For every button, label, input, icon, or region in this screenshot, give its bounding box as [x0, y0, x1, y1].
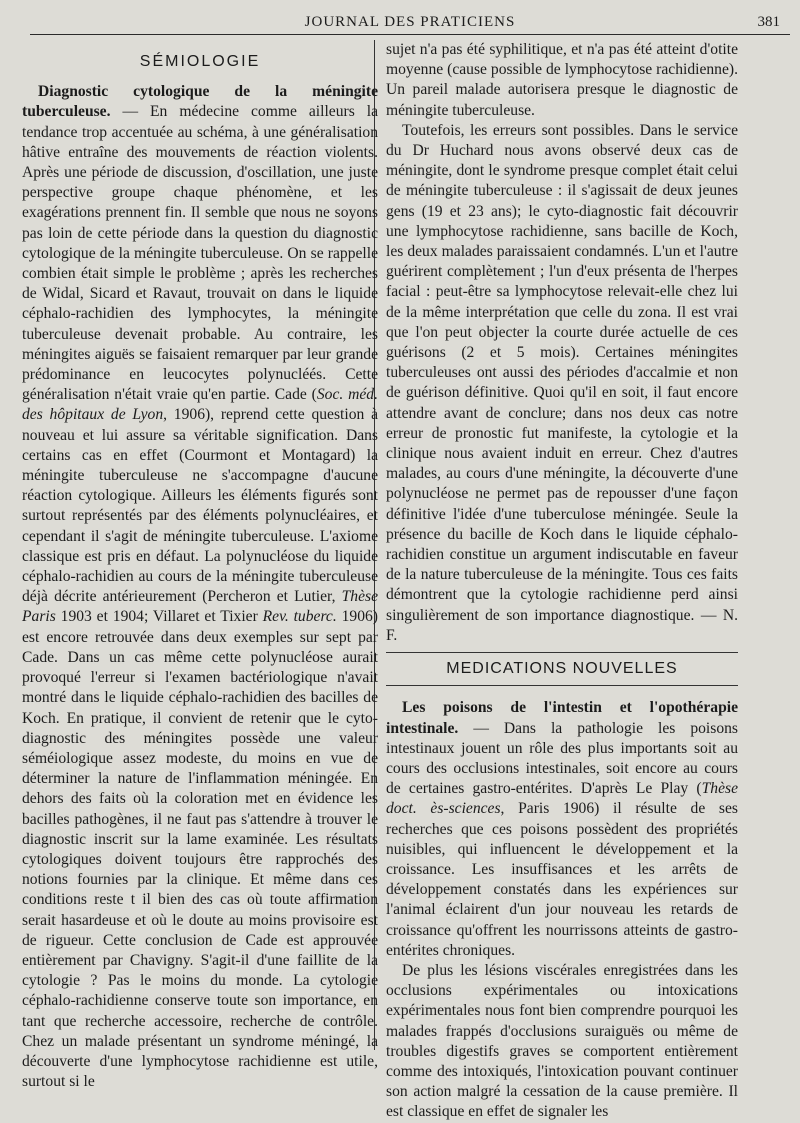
article-paragraph: Diagnostic cytologique de la méningite tuberculeuse. — En médecine comme ailleurs la tendance trop accentuée au schéma, à une généralisation hâtive entraîne des mouvements de réaction violents. Après une période de discussion, d'oscillation, une juste perspective groupe chaque phénomène, et les exagérations prennent fin. Il semble que nous ne soyons pas loin de cette période dans la question du diagnostic cytologique de la méningite tuberculeuse. On se rappelle combien était simple le problème ; après les recherches de Widal, Sicard et Ravaut, trouvait on dans le liquide céphalo-rachidien des lymphocytes, la méningite tuberculeuse devenait probable. Au contraire, les méningites aiguës se faisaient remarquer par leur grande prédominance en leucocytes polynucléés. Cette généralisation n'était vraie qu'en partie. Cade (Soc. méd. des hôpitaux de Lyon, 1906), reprend cette question à nouveau et lui assure sa véritable signification. Dans certains cas en effet (Courmont et Montagard) la méningite tuberculeuse ne s'accompagne d'aucune réaction cytologique. Ailleurs les éléments figurés sont surtout représentés par des éléments polynucléaires, et cependant il s'agit de méningite tuberculeuse. L'axiome classique est pris en défaut. La polynucléose du liquide céphalo-rachidien au cours de la méningite tuberculeuse déjà décrite antérieurement (Percheron et Lutier, Thèse Paris 1903 et 1904; Villaret et Tixier Rev. tuberc. 1906) est encore retrouvée dans deux exemples sur sept par Cade. Dans un cas même cette polynucléose aurait provoqué l'erreur si l'examen bactériologique n'avait montré dans le liquide céphalo-rachidien des bacilles de Koch. En pratique, il convient de retenir que le cyto-diagnostic des méningites possède une valeur séméiologique assez modeste, du moins en vue de déterminer la nature de l'inflammation méningée. En dehors des faits où la coloration met en évidence les bacilles pathogènes, il ne faut pas s'attendre à trouver le diagnostic inscrit sur la lame examinée. Les résultats cytologiques doivent toujours être rapprochés des notions fournies par la clinique. Et même dans ces conditions reste t il bien des cas où toute affirmation serait hasardeuse et où le doute au moins provisoire est de rigueur. Cette conclusion de Cade est approuvée entièrement par Chavigny. S'agit-il d'une faillite de la cytologie ? Pas le moins du monde. La cytologie céphalo-rachidienne conserve toute son importance, en tant que recherche accessoire, recherche de contrôle. Chez un malade présentant un syndrome méningé, la découverte d'une lymphocytose rachidienne est utile, surtout si le: [22, 83, 378, 1091]
citation: Rev. tuberc.: [262, 608, 337, 626]
citation: Thèse doct. ès-sciences: [386, 780, 738, 818]
article-paragraph: sujet n'a pas été syphilitique, et n'a pas été atteint d'otite moyenne (cause possible de lymphocytose rachidienne). Un pareil malade autorisera presque le diagnostic de méningite tuberculeuse.: [386, 41, 738, 119]
section-title-medications: MEDICATIONS NOUVELLES: [386, 652, 738, 686]
article-title: Diagnostic cytologique de la méningite tuberculeuse.: [22, 83, 378, 121]
left-column: [22, 40, 378, 1092]
section-title-semiologie: SÉMIOLOGIE: [139, 53, 261, 70]
article-paragraph: Les poisons de l'intestin et l'opothérapie intestinale. — Dans la pathologie les poisons intestinaux jouent un rôle des plus importants soit au cours des occlusions intestinales, soit encore au cours de certaines gastro-entérites. D'après Le Play (Thèse doct. ès-sciences, Paris 1906) il résulte de ses recherches que ces poisons possèdent des propriétés nuisibles, qui influencent le développement et la croissance. Les insuffisances et les arrêts de développement constatés dans les expériences sur l'animal éclairent d'un jour nouveau les retards de croissance qu'offrent les nourrissons atteints de gastro-entérites chroniques.: [386, 699, 738, 959]
running-header: [30, 10, 790, 35]
citation: Thèse Paris: [22, 588, 378, 626]
article-paragraph: De plus les lésions viscérales enregistrées dans les occlusions expérimentales ou intoxications expérimentales nous font bien comprendre pourquoi les malades frappés d'occlusions suraiguës ou même de troubles digestifs graves se comportent entièrement comme des intoxiqués, l'intoxication pouvant continuer son action malgré la cessation de la cause première. Il est classique en effet de signaler les: [386, 961, 738, 1121]
journal-title: JOURNAL DES PRATICIENS: [304, 14, 516, 30]
article-title: Les poisons de l'intestin et l'opothérapie intestinale.: [386, 699, 738, 737]
page-number: 381: [757, 14, 780, 30]
article-paragraph: Toutefois, les erreurs sont possibles. Dans le service du Dr Huchard nous avons observé deux cas de méningite, dont le syndrome presque complet était celui de méningite tuberculeuse : il s'agissait de deux jeunes gens (19 et 23 ans); le cyto-diagnostic fait découvrir une lymphocytose rachidienne, sans bacille de Koch, les deux malades paraissaient condamnés. L'un et l'autre guérirent complètement ; l'un d'eux présenta de l'herpes facial : peut-être sa lymphocytose relevait-elle chez lui de la même interprétation que celle du zona. Il est vrai que l'on peut objecter la courte durée actuelle de ces guérisons (2 et 5 mois). Certaines méningites tuberculeuses ont aussi des périodes d'accalmie et non de guérison définitive. Quoi qu'il en soit, il faut encore attendre avant de conclure; dans nos deux cas notre erreur de pronostic fut manifeste, la cytologie et la clinique nous avaient induit en erreur. Chez d'autres malades, au cours d'une méningite, la découverte d'une polynucléose ne permet pas de repousser d'une façon définitive l'idée d'une tuberculose méningée. Seule la présence du bacille de Koch dans le liquide céphalo-rachidien constitue un argument indiscutable en faveur de la nature tuberculeuse de la méningite. Tous ces faits démontrent que la cytologie rachidienne perd ainsi singulièrement de son importance diagnostique. — N. F.: [386, 121, 738, 644]
citation: Soc. méd. des hôpitaux de Lyon: [22, 386, 378, 424]
right-column: [386, 40, 738, 1123]
